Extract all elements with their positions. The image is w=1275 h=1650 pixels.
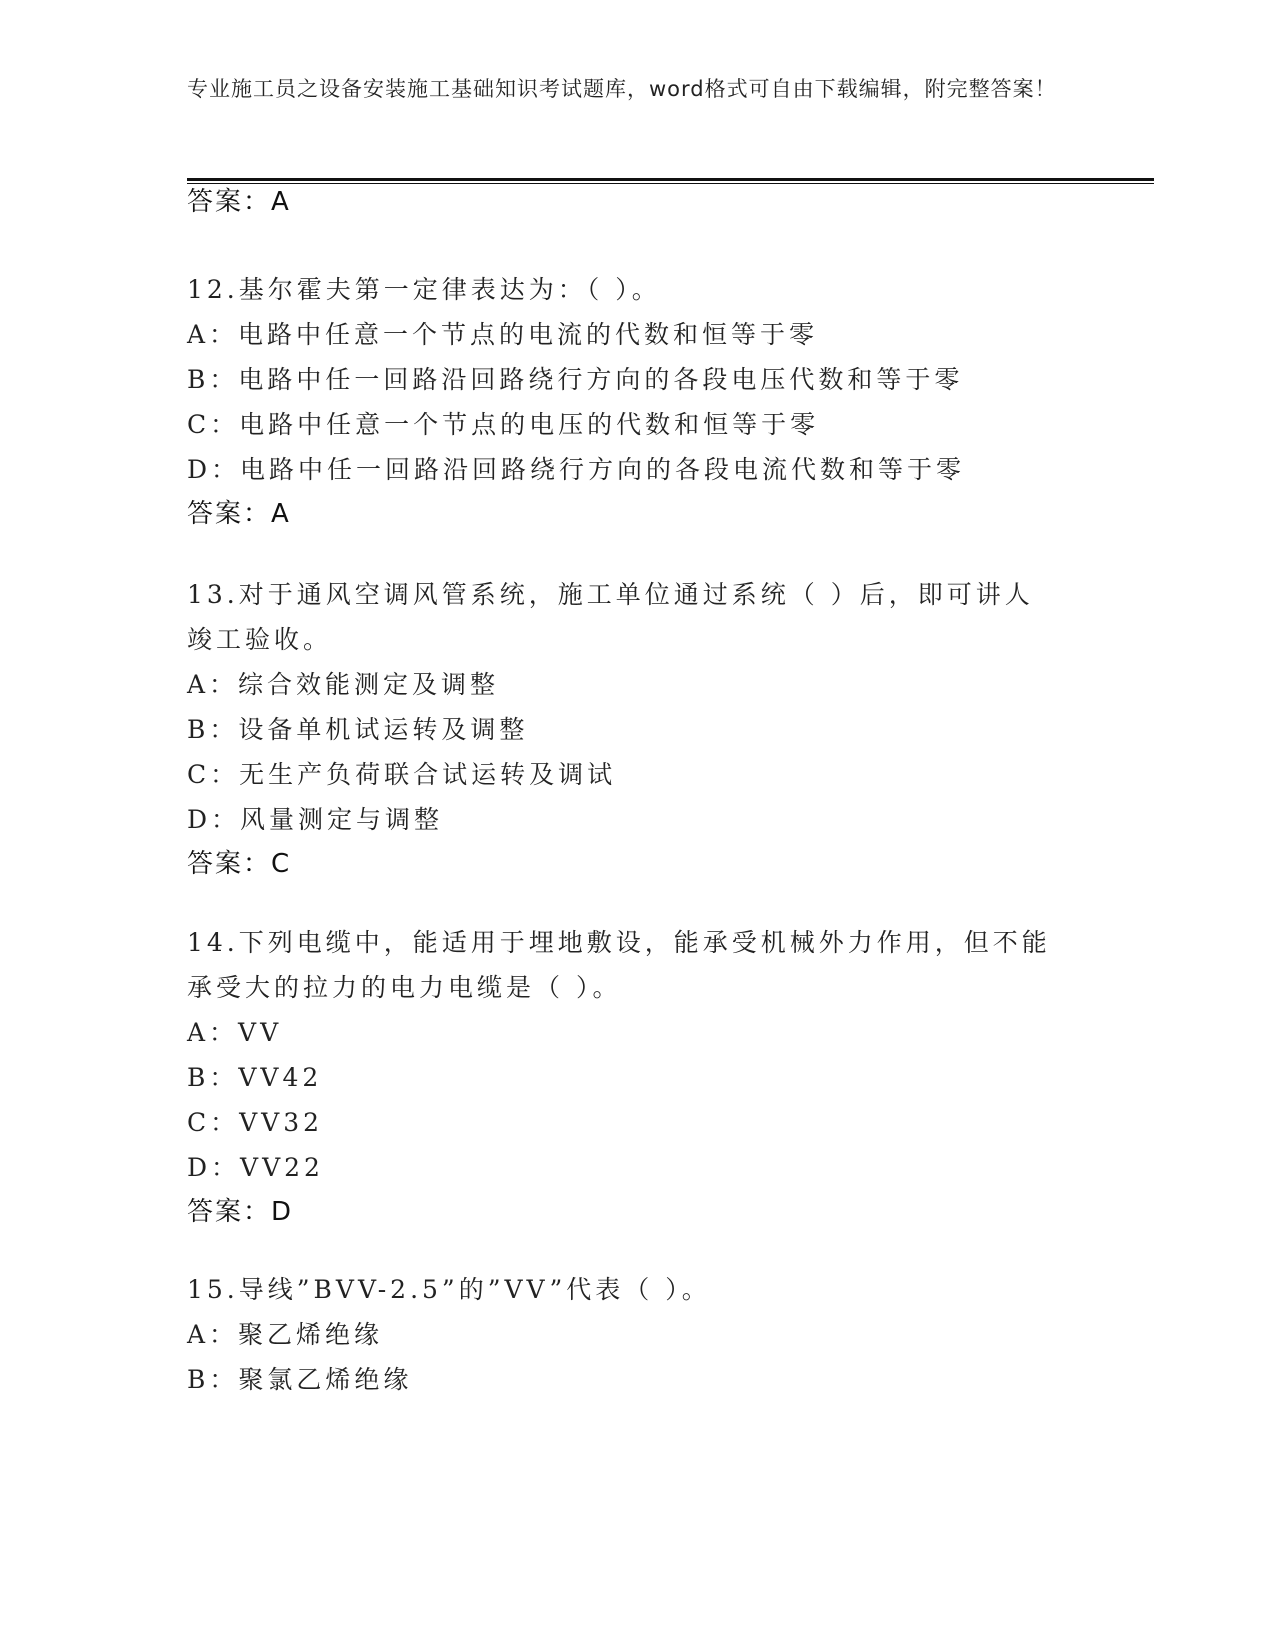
option-c: C：VV32 (187, 1108, 324, 1137)
answer: 答案：C (187, 849, 292, 879)
previous-answer: 答案：A (187, 187, 291, 217)
question-15 (187, 1267, 1087, 1402)
question-12 (187, 267, 1087, 537)
option-b: B：聚氯乙烯绝缘 (187, 1365, 413, 1394)
option-b: B：VV42 (187, 1063, 323, 1092)
question-stem: 15.导线”BVV-2.5”的”VV”代表（ ）。 (187, 1275, 711, 1304)
question-stem: 13.对于通风空调风管系统，施工单位通过系统（ ）后，即可讲人竣工验收。 (187, 580, 1034, 654)
answer: 答案：D (187, 1197, 294, 1227)
option-d: D：风量测定与调整 (187, 805, 444, 834)
page-header: 专业施工员之设备安装施工基础知识考试题库，word格式可自由下载编辑，附完整答案！ (187, 77, 1057, 101)
previous-answer-block (187, 180, 1087, 225)
option-c: C：电路中任意一个节点的电压的代数和恒等于零 (187, 410, 820, 439)
option-b: B：设备单机试运转及调整 (187, 715, 529, 744)
question-stem: 12.基尔霍夫第一定律表达为：（ ）。 (187, 275, 661, 304)
question-13 (187, 572, 1087, 887)
option-b: B：电路中任一回路沿回路绕行方向的各段电压代数和等于零 (187, 365, 964, 394)
option-a: A：电路中任意一个节点的电流的代数和恒等于零 (187, 320, 819, 349)
question-14 (187, 920, 1087, 1235)
answer: 答案：A (187, 499, 291, 529)
option-d: D：电路中任一回路沿回路绕行方向的各段电流代数和等于零 (187, 455, 966, 484)
option-a: A：聚乙烯绝缘 (187, 1320, 384, 1349)
option-a: A：综合效能测定及调整 (187, 670, 500, 699)
option-c: C：无生产负荷联合试运转及调试 (187, 760, 617, 789)
question-stem: 14.下列电缆中，能适用于埋地敷设，能承受机械外力作用，但不能承受大的拉力的电力电缆是（ ）。 (187, 928, 1051, 1002)
option-d: D：VV22 (187, 1153, 324, 1182)
option-a: A：VV (187, 1018, 283, 1047)
